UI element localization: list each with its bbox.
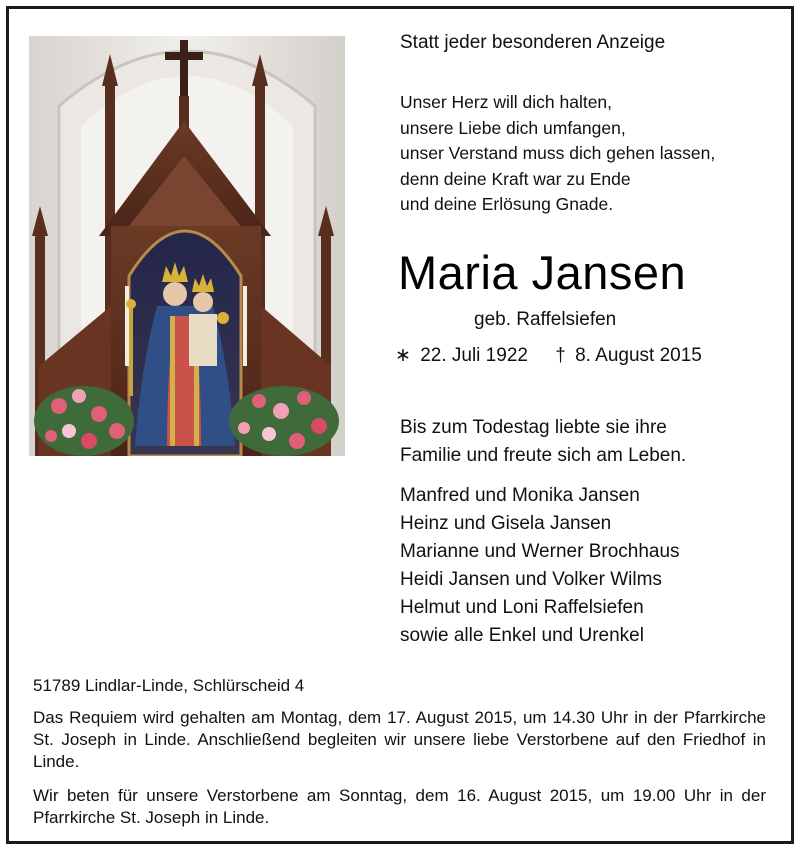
requiem-info: Das Requiem wird gehalten am Montag, dem 17. August 2015, um 14.30 Uhr in der Pfarrkirche St. Joseph in Linde. Anschließend begleiten wir unsere liebe Verstorbene auf den Friedhof in Linde.	[33, 708, 766, 771]
mourner: Manfred und Monika Jansen	[400, 485, 640, 506]
birth-symbol: ∗	[395, 345, 411, 366]
deceased-name: Maria Jansen	[398, 246, 687, 299]
birth-date: 22. Juli 1922	[420, 345, 528, 366]
poem	[400, 90, 715, 218]
poem-line: unsere Liebe dich umfangen,	[400, 117, 626, 138]
poem-line: denn deine Kraft war zu Ende	[400, 168, 631, 189]
notice-intro: Statt jeder besonderen Anzeige	[400, 32, 666, 53]
mourner: sowie alle Enkel und Urenkel	[400, 625, 644, 646]
family-address: 51789 Lindlar-Linde, Schlürscheid 4	[33, 676, 305, 695]
maiden-name: geb. Raffelsiefen	[474, 309, 617, 330]
death-date: 8. August 2015	[575, 345, 702, 366]
tribute-text	[400, 414, 686, 470]
mourner: Heinz und Gisela Jansen	[400, 513, 612, 534]
mourner: Heidi Jansen und Volker Wilms	[400, 569, 662, 590]
poem-line: und deine Erlösung Gnade.	[400, 194, 614, 214]
poem-line: Unser Herz will dich halten,	[400, 92, 613, 112]
life-dates	[395, 344, 702, 368]
mourners-list	[400, 482, 680, 650]
prayer-info: Wir beten für unsere Verstorbene am Sonntag, dem 16. August 2015, um 19.00 Uhr in der Pfarrkirche St. Joseph in Linde.	[33, 786, 766, 827]
tribute-line: Familie und freute sich am Leben.	[400, 445, 687, 466]
mourner: Marianne und Werner Brochhaus	[400, 541, 680, 562]
mourner: Helmut und Loni Raffelsiefen	[400, 597, 644, 618]
tribute-line: Bis zum Todestag liebte sie ihre	[400, 417, 667, 438]
madonna-shrine-photo	[29, 36, 345, 456]
poem-line: unser Verstand muss dich gehen lassen,	[400, 143, 716, 163]
death-symbol: †	[555, 345, 566, 366]
